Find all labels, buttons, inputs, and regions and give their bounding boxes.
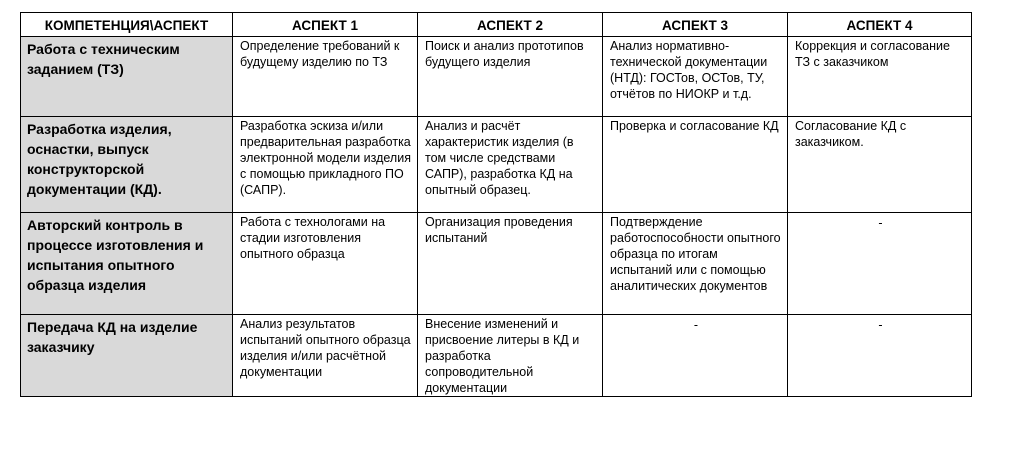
aspect-cell-empty: - bbox=[788, 315, 972, 397]
aspect-cell: Работа с технологами на стадии изготовления опытного образца bbox=[233, 213, 418, 315]
aspect-cell-empty: - bbox=[603, 315, 788, 397]
table-row bbox=[21, 213, 972, 315]
header-aspect-3: АСПЕКТ 3 bbox=[603, 13, 788, 37]
header-aspect-1: АСПЕКТ 1 bbox=[233, 13, 418, 37]
header-competence-aspect: КОМПЕТЕНЦИЯ\АСПЕКТ bbox=[21, 13, 233, 37]
aspect-cell: Поиск и анализ прототипов будущего изделия bbox=[418, 37, 603, 117]
aspect-cell: Внесение изменений и присвоение литеры в КД и разработка сопроводительной документации bbox=[418, 315, 603, 397]
aspect-cell: Подтверждение работоспособности опытного образца по итогам испытаний или с помощью аналитических документов bbox=[603, 213, 788, 315]
table-row bbox=[21, 315, 972, 397]
aspect-cell-empty: - bbox=[788, 213, 972, 315]
aspect-cell: Анализ и расчёт характеристик изделия (в том числе средствами САПР), разработка КД на опытный образец. bbox=[418, 117, 603, 213]
header-aspect-2: АСПЕКТ 2 bbox=[418, 13, 603, 37]
aspect-cell: Определение требований к будущему изделию по ТЗ bbox=[233, 37, 418, 117]
aspect-cell: Организация проведения испытаний bbox=[418, 213, 603, 315]
table-row bbox=[21, 117, 972, 213]
aspect-cell: Анализ результатов испытаний опытного образца изделия и/или расчётной документации bbox=[233, 315, 418, 397]
aspect-cell: Коррекция и согласование ТЗ с заказчиком bbox=[788, 37, 972, 117]
header-aspect-4: АСПЕКТ 4 bbox=[788, 13, 972, 37]
competence-cell: Работа с техническим заданием (ТЗ) bbox=[21, 37, 233, 117]
competence-cell: Авторский контроль в процессе изготовления и испытания опытного образца изделия bbox=[21, 213, 233, 315]
table-row bbox=[21, 37, 972, 117]
aspect-cell: Согласование КД с заказчиком. bbox=[788, 117, 972, 213]
aspect-cell: Проверка и согласование КД bbox=[603, 117, 788, 213]
competence-aspect-table bbox=[20, 12, 972, 397]
competence-cell: Передача КД на изделие заказчику bbox=[21, 315, 233, 397]
aspect-cell: Разработка эскиза и/или предварительная разработка электронной модели изделия с помощью прикладного ПО (САПР). bbox=[233, 117, 418, 213]
aspect-cell: Анализ нормативно-технической документации (НТД): ГОСТов, ОСТов, ТУ, отчётов по НИОКР и т.д. bbox=[603, 37, 788, 117]
table-header-row bbox=[21, 13, 972, 37]
competence-cell: Разработка изделия, оснастки, выпуск конструкторской документации (КД). bbox=[21, 117, 233, 213]
